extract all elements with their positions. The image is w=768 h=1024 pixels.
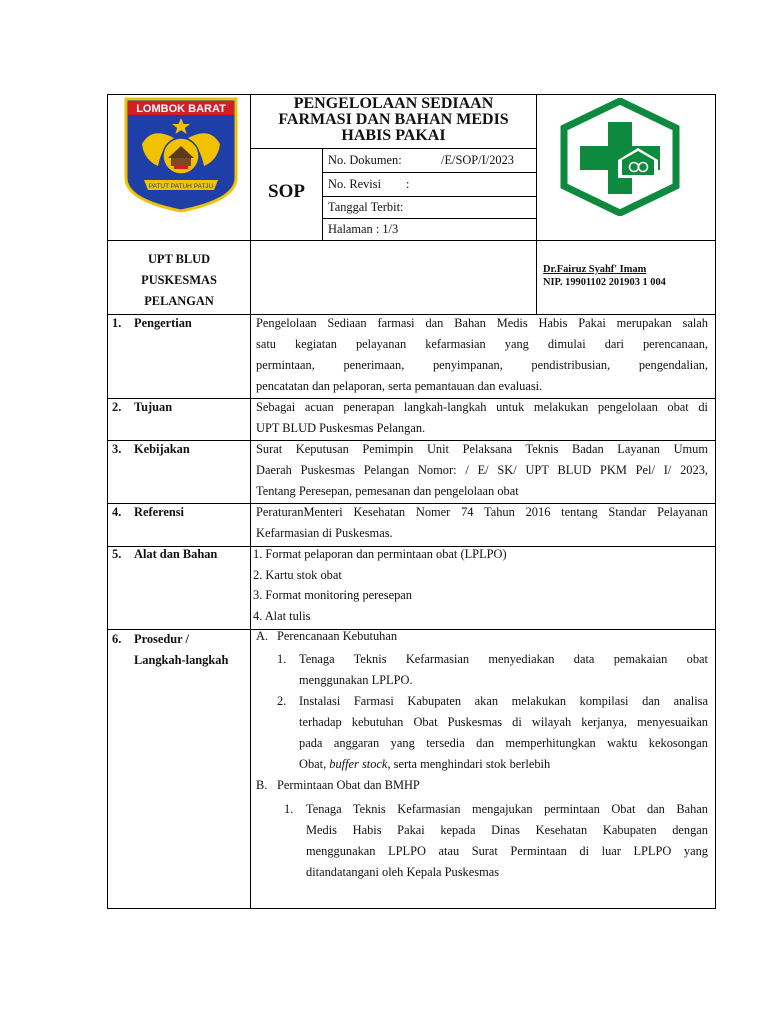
section-label-tujuan: Tujuan [134,400,173,414]
section-number: 5. [112,547,122,561]
emblem-ribbon: PATUT PATUH PATJU [148,183,214,190]
section-body-kebijakan [256,439,708,502]
section-label-alat-bahan: Alat dan Bahan [134,547,218,561]
title-line: PENGELOLAAN SEDIAAN [293,95,494,112]
list-item: 1. Format pelaporan dan permintaan obat (LPLPO) [253,547,507,561]
item-number: 1. [284,802,294,816]
label-line: Langkah-langkah [134,653,229,667]
body-line [299,754,708,775]
body-line: Tenaga Teknis Kefarmasian menyediakan data pemakaian obat [299,652,708,666]
section-body-referensi [256,502,708,544]
section-body-tujuan [256,397,708,439]
body-line: satu kegiatan pelayanan kefarmasian yang dimulai dari perencanaan, [256,337,708,351]
sop-label: SOP [268,181,305,202]
revision-value: : [406,177,410,191]
body-line: pada anggaran yang tersedia dan memperhitungkan waktu kekosongan [299,736,708,750]
body-line: Tentang Peresepan, pemesanan dan pengelolaan obat [256,484,519,498]
emblem-banner: LOMBOK BARAT [136,103,226,115]
body-line: UPT BLUD Puskesmas Pelangan. [256,421,426,435]
procedure-item [306,799,708,883]
issue-date-label: Tanggal Terbit: [328,200,404,214]
revision-label: No. Revisi [328,177,382,191]
procedure-item [299,649,708,691]
title-line: FARMASI DAN BAHAN MEDIS [278,111,509,128]
body-line: Kefarmasian di Puskesmas. [256,526,393,540]
document-title [251,96,536,144]
item-number: 2. [277,694,287,708]
body-line: Medis Habis Pakai kepada Dinas Kesehatan Kabupaten dengan [306,823,708,837]
list-item: 4. Alat tulis [253,608,311,623]
section-number: 2. [112,400,122,414]
organization-name [108,249,250,312]
text-run-italic: buffer stock [329,757,388,771]
body-line: Daerah Puskesmas Pelangan Nomor: / E/ SK/ UPT BLUD PKM Pel/ I/ 2023, [256,463,708,477]
text-run: Obat, [299,757,330,771]
page-label: Halaman : 1/3 [328,222,399,236]
section-label-prosedur [134,629,228,671]
body-line: permintaan, penerimaan, penyimpanan, pendistribusian, pengendalian, [256,358,708,372]
subsection-title-perencanaan: Perencanaan Kebutuhan [277,629,398,643]
item-number: 1. [277,652,287,666]
org-line: UPT BLUD [147,252,211,266]
body-line: menggunakan LPLPO atau Surat Permintaan di luar LPLPO yang [306,844,708,858]
body-line: terhadap kebutuhan Obat Puskesmas di wilayah kerjanya, menyesuaikan [299,715,708,729]
lombok-barat-emblem [122,96,240,214]
section-number: 6. [112,632,122,646]
section-body-pengertian [256,313,708,397]
section-label-pengertian: Pengertian [134,316,192,330]
body-line: Sebagai acuan penerapan langkah-langkah untuk melakukan pengelolaan obat di [256,400,708,414]
doc-number-value: /E/SOP/I/2023 [441,153,514,167]
org-line: PUSKESMAS [141,273,217,287]
doc-number-label: No. Dokumen: [328,153,402,167]
subsection-title-permintaan: Permintaan Obat dan BMHP [277,778,420,792]
body-line: menggunakan LPLPO. [299,673,413,687]
section-number: 3. [112,442,122,456]
section-label-referensi: Referensi [134,505,185,519]
body-line: Instalasi Farmasi Kabupaten akan melakukan kompilasi dan analisa [299,694,708,708]
section-body-alat-bahan [253,544,708,626]
body-line: pencatatan dan pelaporan, serta pemantauan dan evaluasi. [256,379,543,393]
body-line: Pengelolaan Sediaan farmasi dan Bahan Medis Habis Pakai merupakan salah [256,316,708,330]
subsection-letter: A. [256,629,269,643]
label-line: Prosedur / [134,632,189,646]
section-label-kebijakan: Kebijakan [134,442,190,456]
signer-nip: NIP. 19901102 201903 1 004 [543,277,666,288]
section-number: 1. [112,316,122,330]
procedure-item [299,691,708,775]
title-line: HABIS PAKAI [341,127,446,144]
signer-name: Dr.Fairuz Syahf' Imam [543,264,647,275]
body-line: Tenaga Teknis Kefarmasian mengajukan permintaan Obat dan Bahan [306,802,708,816]
body-line: ditandatangani oleh Kepala Puskesmas [306,865,500,879]
list-item: 3. Format monitoring peresepan [253,588,412,602]
body-line: PeraturanMenteri Kesehatan Nomer 74 Tahun 2016 tentang Standar Pelayanan [256,505,708,519]
subsection-letter: B. [256,778,268,792]
text-run: , serta menghindari stok berlebih [387,757,551,771]
list-item: 2. Kartu stok obat [253,567,342,582]
body-line: Surat Keputusan Pemimpin Unit Pelaksana Teknis Badan Layanan Umum [256,442,708,456]
section-number: 4. [112,505,122,519]
puskesmas-logo-icon [556,98,684,216]
org-line: PELANGAN [144,294,214,308]
